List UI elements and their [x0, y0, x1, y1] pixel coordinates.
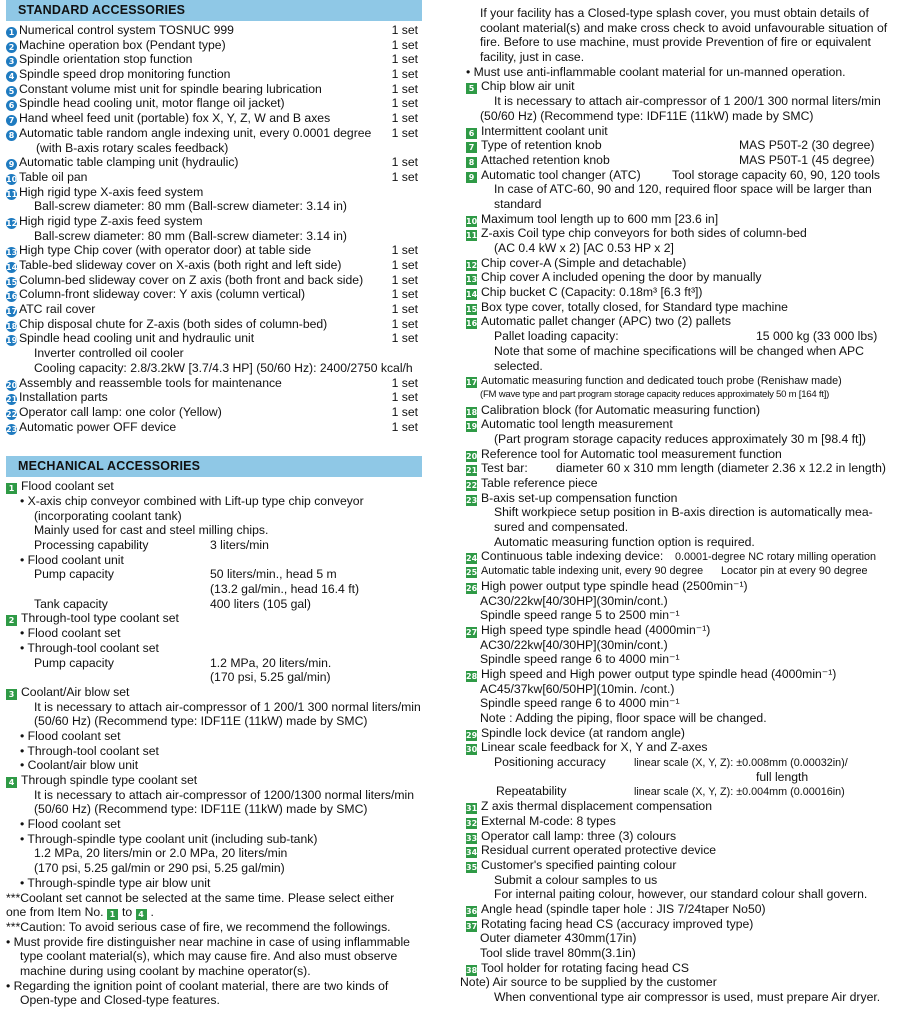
- item-number-badge: 13: [466, 275, 478, 285]
- standard-item: [6, 214, 422, 229]
- standard-item-quantity: 1 set: [391, 390, 418, 405]
- item-22: 22 Table reference piece: [466, 476, 598, 490]
- item-9: 9 Automatic tool changer (ATC) Tool storage capacity 60, 90, 120 tools: [466, 168, 894, 183]
- standard-item: [6, 23, 422, 38]
- item-8: 8 Attached retention knob MAS P50T-1 (45 degree): [466, 153, 894, 168]
- item-1: 1 Flood coolant set: [6, 479, 422, 494]
- item-12: 12 Chip cover-A (Simple and detachable): [466, 255, 687, 270]
- standard-item-quantity: [418, 214, 422, 229]
- standard-item: [6, 376, 422, 391]
- standard-item-label: ATC rail cover: [19, 302, 96, 317]
- item-number-badge: 12: [466, 260, 478, 270]
- item-number-badge: 27: [466, 627, 478, 637]
- item-19: 19 Automatic tool length measurement: [466, 417, 673, 432]
- standard-item-label: Operator call lamp: one color (Yellow): [19, 404, 222, 419]
- standard-item: [6, 317, 422, 332]
- standard-item-quantity: 1 set: [391, 243, 418, 258]
- standard-item-label: High type Chip cover (with operator door) at table side: [19, 243, 311, 258]
- item-32: 32 External M-code: 8 types: [466, 813, 616, 828]
- item-number-badge: 31: [466, 804, 478, 814]
- standard-item-label: Automatic table random angle indexing unit, every 0.0001 degree: [19, 125, 372, 140]
- item-number-badge: 3: [6, 689, 17, 700]
- item-number-badge: 38: [466, 965, 478, 975]
- item-number-badge: 6: [466, 128, 477, 139]
- item-38: 38 Tool holder for rotating facing head CS: [466, 960, 689, 975]
- standard-item-quantity: [418, 346, 422, 361]
- item-number-badge: 19: [466, 422, 478, 432]
- standard-item-quantity: 1 set: [391, 404, 418, 419]
- standard-item: [6, 331, 422, 346]
- standard-item: [6, 96, 422, 111]
- standard-item-quantity: 1 set: [391, 169, 418, 184]
- item-number-badge: 15: [6, 277, 18, 287]
- standard-item-label: Spindle orientation stop function: [19, 52, 193, 67]
- item-number-badge: 18: [466, 407, 478, 417]
- standard-item-label: Inverter controlled oil cooler: [34, 346, 184, 361]
- item-18: 18 Calibration block (for Automatic measuring function): [466, 402, 761, 417]
- standard-item: [6, 390, 422, 405]
- item-number-badge: 12: [6, 218, 18, 228]
- item-number-badge: 36: [466, 906, 478, 916]
- item-number-badge: 17: [6, 307, 18, 317]
- item-number-badge: 34: [466, 848, 478, 858]
- left-column: [6, 0, 422, 1008]
- item-number-badge: 4: [6, 71, 17, 82]
- item-number-badge: 16: [6, 292, 18, 302]
- item-6: 6 Intermittent coolant unit: [466, 124, 894, 139]
- item-7: 7 Type of retention knob MAS P50T-2 (30 degree): [466, 138, 894, 153]
- standard-item-label: Chip disposal chute for Z-axis (both sides of column-bed): [19, 316, 328, 331]
- standard-item-quantity: 1 set: [391, 375, 418, 390]
- item-number-badge: 14: [6, 263, 18, 272]
- standard-accessories-header: STANDARD ACCESSORIES: [6, 0, 422, 21]
- standard-item-quantity: 1 set: [391, 23, 418, 37]
- standard-item-quantity: 1 set: [391, 302, 418, 317]
- standard-item-quantity: 1 set: [391, 37, 418, 52]
- mechanical-left-list: 1 Flood coolant set • X-axis chip conveyor combined with Lift-up type chip conveyor (incorporating coolant tank) Mainly used for cast and steel milling chips. Processing capability 3 liters/min • Flood coolant unit Pump capacity 50 liters/min., head 5 m (13.2 gal/min., head 16.4 ft) Tank capacity 400 liters (105 gal) 2 Through-tool type coolant set • Flood coolant set • Through-tool coolant set Pump capacity 1.2 MPa, 20 liters/min. (170 psi, 5.25 gal/min) 3 Coolant/Air blow set It is necessary to attach air-compressor of 1 200/1 300 normal liters/min (50/60 Hz) (Recommend type: IDF11E (11kW) made by SMC) • Flood coolant set • Through-tool coolant set • Coolant/air blow unit 4 Through spindle type coolant set It is necessary to attach air-compressor of 1200/1300 normal liters/min (50/60 Hz) (Recommend type: IDF11E (11kW) made by SMC) • Flood coolant set • Through-spindle type coolant unit (including sub-tank) 1.2 MPa, 20 liters/min or 2.0 MPa, 20 liters/min (170 psi, 5.25 gal/min or 290 psi, 5.25 gal/min) • Through-spindle type air blow unit ***Coolant set cannot be selected at the same time. Please select either one from Item No. 1 to 4 . ***Caution: To avoid serious case of fire, we recommend the followings. • Must provide fire distinguisher near machine in case of using inflammable type coolant material(s), which may cause fire. And also must observe machine during using coolant by machine operator(s). • Regarding the ignition point of coolant material, there are two kinds of Open-type and Closed-type features.: [6, 479, 421, 1008]
- standard-item-quantity: 1 set: [391, 258, 418, 272]
- item-23: 23 B-axis set-up compensation function: [466, 490, 678, 505]
- standard-item: [6, 199, 422, 214]
- item-number-badge: 16: [466, 319, 478, 329]
- item-number-badge: 10: [466, 216, 478, 226]
- item-number-badge: 2: [6, 42, 17, 53]
- item-30: 30 Linear scale feedback for X, Y and Z-axes: [466, 740, 708, 755]
- item-number-badge: 10: [6, 174, 18, 184]
- standard-item-label: Hand wheel feed unit (portable) fox X, Y, Z, W and B axes: [19, 111, 331, 126]
- standard-item-label: High rigid type Z-axis feed system: [19, 213, 203, 228]
- item-number-badge: 20: [466, 451, 478, 461]
- item-24: 24 Continuous table indexing device: 0.0001-degree NC rotary milling operation: [466, 549, 877, 564]
- item-2: 2 Through-tool type coolant set: [6, 611, 422, 626]
- item-number-badge: 22: [466, 481, 478, 490]
- item-number-badge: 29: [466, 730, 478, 740]
- standard-item-quantity: [418, 185, 422, 200]
- mechanical-accessories-header: MECHANICAL ACCESSORIES: [6, 456, 422, 477]
- item-number-badge: 33: [466, 833, 478, 843]
- standard-item-label: Column-front slideway cover: Y axis (column vertical): [19, 287, 306, 302]
- standard-item-label: Table oil pan: [19, 169, 88, 184]
- item-number-badge: 32: [466, 818, 478, 828]
- item-5: 5 Chip blow air unit: [466, 79, 894, 94]
- item-number-badge: 5: [466, 83, 477, 94]
- item-number-badge: 17: [466, 378, 478, 388]
- standard-item: [6, 185, 422, 200]
- standard-item: [6, 229, 422, 244]
- standard-item: [6, 287, 422, 302]
- standard-item-quantity: 1 set: [391, 96, 418, 111]
- standard-item-label: High rigid type X-axis feed system: [19, 184, 204, 199]
- item-13: 13 Chip cover A included opening the door by manually: [466, 270, 762, 285]
- item-33: 33 Operator call lamp: three (3) colours: [466, 828, 677, 843]
- item-number-badge: 22: [6, 409, 18, 419]
- standard-item-label: Spindle head cooling unit, motor flange oil jacket): [19, 96, 285, 111]
- item-number-badge: 30: [466, 745, 478, 755]
- standard-item-quantity: 1 set: [391, 316, 418, 331]
- standard-item-label: Automatic table clamping unit (hydraulic): [19, 155, 239, 170]
- item-number-badge: 3: [6, 56, 17, 67]
- item-number-badge: 19: [6, 336, 18, 346]
- standard-item-label: Table-bed slideway cover on X-axis (both right and left side): [19, 258, 342, 272]
- standard-accessories-list: [6, 23, 422, 434]
- item-number-badge: 13: [6, 248, 18, 258]
- standard-item-label: Ball-screw diameter: 80 mm (Ball-screw diameter: 3.14 in): [34, 228, 347, 243]
- item-number-badge: 37: [466, 921, 478, 931]
- standard-item-label: Installation parts: [19, 390, 108, 405]
- standard-item-label: Automatic power OFF device: [19, 419, 177, 434]
- item-number-badge: 1: [107, 909, 118, 920]
- standard-item-quantity: 1 set: [391, 67, 418, 82]
- standard-item-quantity: 1 set: [391, 81, 418, 96]
- item-number-badge: 9: [6, 159, 17, 170]
- item-number-badge: 14: [466, 290, 478, 300]
- item-number-badge: 1: [6, 483, 17, 494]
- standard-item-label: (with B-axis rotary scales feedback): [36, 140, 229, 155]
- item-31: 31 Z axis thermal displacement compensation: [466, 799, 712, 814]
- standard-item: [6, 141, 422, 156]
- item-29: 29 Spindle lock device (at random angle): [466, 725, 685, 740]
- item-number-badge: 2: [6, 615, 17, 626]
- standard-item: [6, 361, 422, 376]
- standard-item-label: Ball-screw diameter: 80 mm (Ball-screw diameter: 3.14 in): [34, 199, 347, 214]
- item-10: 10 Maximum tool length up to 600 mm [23.6 in]: [466, 211, 719, 226]
- item-34: 34 Residual current operated protective device: [466, 843, 717, 858]
- standard-item: [6, 273, 422, 288]
- standard-item-label: Column-bed slideway cover on Z axis (both front and back side): [19, 272, 364, 287]
- standard-item-quantity: [418, 141, 422, 156]
- item-16: 16 Automatic pallet changer (APC) two (2) pallets: [466, 314, 731, 329]
- item-number-badge: 26: [466, 583, 478, 593]
- standard-item-label: Cooling capacity: 2.8/3.2kW [3.7/4.3 HP] (50/60 Hz): 2400/2750 kcal/h: [34, 360, 413, 375]
- standard-item-quantity: 1 set: [391, 52, 418, 67]
- item-number-badge: 4: [6, 777, 17, 788]
- item-number-badge: 15: [466, 304, 478, 314]
- standard-item: [6, 302, 422, 317]
- item-number-badge: 7: [466, 142, 477, 153]
- item-number-badge: 1: [6, 27, 17, 38]
- item-26: 26 High power output type spindle head (2500min⁻¹): [466, 578, 748, 593]
- item-number-badge: 23: [466, 495, 478, 505]
- item-number-badge: 24: [466, 554, 478, 564]
- standard-item: [6, 405, 422, 420]
- item-number-badge: 21: [6, 395, 18, 405]
- item-number-badge: 11: [466, 231, 478, 241]
- standard-item: [6, 38, 422, 53]
- item-14: 14 Chip bucket C (Capacity: 0.18m³ [6.3 ft³]): [466, 285, 703, 300]
- item-36: 36 Angle head (spindle taper hole : JIS 7/24taper No50): [466, 901, 766, 916]
- item-number-badge: 25: [466, 568, 478, 578]
- standard-item-label: Assembly and reassemble tools for maintenance: [19, 375, 282, 390]
- standard-item-quantity: 1 set: [391, 331, 418, 346]
- item-20: 20 Reference tool for Automatic tool measurement function: [466, 446, 782, 461]
- standard-item-quantity: 1 set: [391, 125, 418, 140]
- item-number-badge: 8: [6, 130, 17, 141]
- item-15: 15 Box type cover, totally closed, for Standard type machine: [466, 299, 788, 314]
- item-number-badge: 23: [6, 424, 18, 434]
- item-number-badge: 8: [466, 157, 477, 168]
- item-4: 4 Through spindle type coolant set: [6, 773, 422, 788]
- standard-item-quantity: 1 set: [391, 287, 418, 302]
- item-number-badge: 11: [6, 189, 18, 199]
- right-column: If your facility has a Closed-type splash cover, you must obtain details of coolant material(s) and make cross check to avoid unfavourable situation of fire. Before to use machine, must provide Prevention of fire or equivalent facility, just in case. • Must use anti-inflammable coolant material for un-manned operation. 5 Chip blow air unit It is necessary to attach air-compressor of 1 200/1 300 normal liters/min (50/60 Hz) (Recommend type: IDF11E (11kW) made by SMC) 6 Intermittent coolant unit 7 Type of retention knob MAS P50T-2 (30 degree) 8 Attached retention knob MAS P50T-1 (45 degree) 9 Automatic tool changer (ATC) Tool storage capacity 60, 90, 120 tools In case of ATC-60, 90 and 120, required floor space will be larger than standard 10 Maximum tool length up to 600 mm [23.6 in] 11 Z-axis Coil type chip conveyors for both sides of column-bed (AC 0.4 kW x 2) [AC 0.53 HP x 2] 12 Chip cover-A (Simple and detachable) 13 Chip cover A included opening the door by manually 14 Chip bucket C (Capacity: 0.18m³ [6.3 ft³]) 15 Box type cover, totally closed, for Standard type machine 16 Automatic pallet changer (APC) two (2) pallets Pallet loading capacity: 15 000 kg (33 000 lbs) Note that some of machine specifications will be changed when APC selected. 17 Automatic measuring function and dedicated touch probe (Renishaw made) (FM wave type and part program storage capacity reduces approximately 50 m [164 ft]) 18 Calibration block (for Automatic measuring function) 19 Automatic tool length measurement (Part program storage capacity reduces approximately 30 m [98.4 ft]) 20 Reference tool for Automatic tool measurement function 21 Test bar: diameter 60 x 310 mm length (diameter 2.36 x 12.2 in length) 22 Table reference piece 23 B-axis set-up compensation function Shift workpiece setup position in B-axis direction is automatically mea- sured and compensated. Automatic measuring function option is required. 24 Continuous table indexing device: 0.0001-degree NC rotary milling operation 25 Automatic table indexing unit, every 90 degree Locator pin at every 90 degree 26 High power output type spindle head (2500min⁻¹) AC30/22kw[40/30HP](30min/cont.) Spindle speed range 5 to 2500 min⁻¹ 27 High speed type spindle head (4000min⁻¹) AC30/22kw[40/30HP](30min/cont.) Spindle speed range 6 to 4000 min⁻¹ 28 High speed and High power output type spindle head (4000min⁻¹) AC45/37kw[60/50HP](10min. /cont.) Spindle speed range 6 to 4000 min⁻¹ Note : Adding the piping, floor space will be changed. 29 Spindle lock device (at random angle) 30 Linear scale feedback for X, Y and Z-axes Positioning accuracy linear scale (X, Y, Z): ±0.008mm (0.00032in)/ full length Repeatability linear scale (X, Y, Z): ±0.004mm (0.00016in) 31 Z axis thermal displacement compensation 32 External M-code: 8 types 33 Operator call lamp: three (3) colours 34 Residual current operated protective device 35 Customer's specified painting colour Submit a colour samples to us For internal paiting colour, however, our standard colour shall govern. 36 Angle head (spindle taper hole : JIS 7/24taper No50) 37 Rotating facing head CS (accuracy improved type) Outer diameter 430mm(17in) Tool slide travel 80mm(3.1in) 38 Tool holder for rotating facing head CS Note) Air source to be supplied by the customer When conventional type air compressor is used, must prepare Air dryer.: [466, 6, 894, 1005]
- standard-item: [6, 346, 422, 361]
- standard-item-quantity: [418, 199, 422, 214]
- item-number-badge: 28: [466, 671, 478, 681]
- item-3: 3 Coolant/Air blow set: [6, 685, 422, 700]
- item-number-badge: 9: [466, 172, 477, 183]
- item-number-badge: 7: [6, 115, 17, 126]
- standard-item-label: Spindle head cooling unit and hydraulic unit: [19, 331, 255, 346]
- item-number-badge: 35: [466, 862, 478, 872]
- standard-item: [6, 420, 422, 435]
- item-25: 25 Automatic table indexing unit, every 90 degree Locator pin at every 90 degree: [466, 565, 868, 578]
- item-number-badge: 20: [6, 380, 18, 390]
- standard-item: [6, 155, 422, 170]
- standard-item-quantity: 1 set: [391, 111, 418, 126]
- standard-item-label: Machine operation box (Pendant type): [19, 37, 226, 52]
- standard-item-quantity: [418, 361, 422, 376]
- standard-item-quantity: 1 set: [391, 272, 418, 287]
- standard-item-label: Constant volume mist unit for spindle bearing lubrication: [19, 81, 322, 96]
- standard-item: [6, 82, 422, 97]
- standard-item: [6, 111, 422, 126]
- item-35: 35 Customer's specified painting colour: [466, 857, 677, 872]
- item-11: 11 Z-axis Coil type chip conveyors for both sides of column-bed: [466, 226, 807, 241]
- standard-item: [6, 258, 422, 273]
- item-number-badge: 5: [6, 86, 17, 97]
- item-37: 37 Rotating facing head CS (accuracy improved type): [466, 916, 754, 931]
- standard-item-quantity: 1 set: [391, 419, 418, 434]
- standard-item-label: Spindle speed drop monitoring function: [19, 67, 231, 82]
- item-17: 17 Automatic measuring function and dedicated touch probe (Renishaw made): [466, 375, 842, 388]
- item-number-badge: 18: [6, 321, 18, 331]
- standard-item-label: Numerical control system TOSNUC 999: [19, 23, 234, 37]
- standard-item: [6, 52, 422, 67]
- item-28: 28 High speed and High power output type spindle head (4000min⁻¹): [466, 666, 837, 681]
- standard-item-quantity: 1 set: [391, 155, 418, 170]
- standard-item-quantity: [418, 229, 422, 244]
- item-number-badge: 4: [136, 909, 147, 920]
- standard-item: [6, 126, 422, 141]
- standard-item: [6, 170, 422, 185]
- item-21: 21 Test bar: diameter 60 x 310 mm length (diameter 2.36 x 12.2 in length): [466, 461, 886, 476]
- standard-item: [6, 67, 422, 82]
- item-number-badge: 21: [466, 466, 478, 476]
- standard-item: [6, 243, 422, 258]
- item-27: 27 High speed type spindle head (4000min⁻¹): [466, 622, 711, 637]
- item-number-badge: 6: [6, 100, 17, 111]
